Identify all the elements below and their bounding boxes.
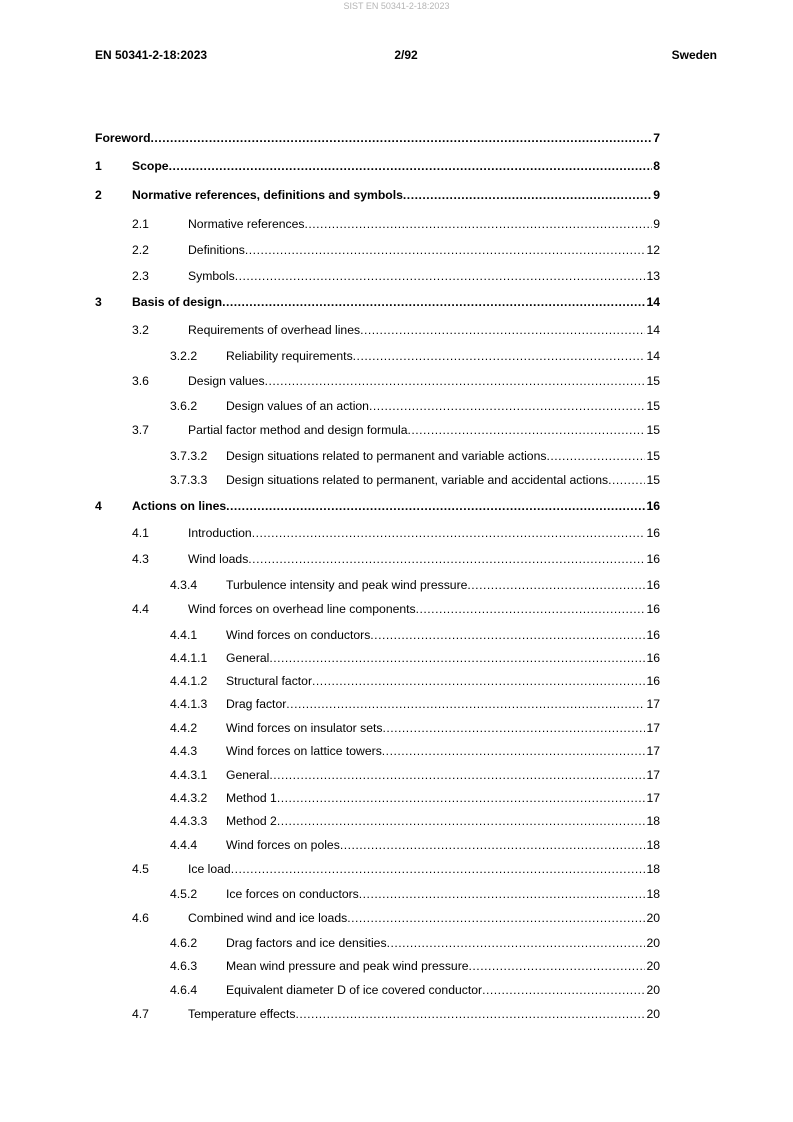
toc-dot-leader	[235, 268, 646, 284]
country-label: Sweden	[671, 48, 717, 62]
toc-entry-page: 18	[646, 838, 660, 852]
document-id: EN 50341-2-18:2023	[95, 48, 208, 62]
toc-entry-number: 3	[95, 295, 102, 309]
toc-entry[interactable]	[95, 187, 660, 203]
toc-entry-page: 12	[646, 243, 660, 257]
toc-dot-leader	[369, 398, 645, 414]
toc-entry-page: 20	[646, 911, 660, 925]
toc-entry[interactable]	[95, 720, 660, 736]
toc-entry[interactable]	[95, 577, 660, 593]
toc-entry-title: Wind forces on poles	[226, 838, 340, 852]
toc-entry-page: 20	[646, 1007, 660, 1021]
toc-entry-page: 18	[646, 887, 660, 901]
toc-dot-leader	[403, 187, 652, 203]
toc-entry-page: 8	[653, 159, 660, 173]
toc-dot-leader	[226, 498, 645, 514]
toc-dot-leader	[382, 743, 646, 759]
toc-entry-title: Design values	[188, 374, 265, 388]
toc-entry-number: 4.5	[132, 862, 149, 876]
toc-entry-number: 4.1	[132, 526, 149, 540]
toc-dot-leader	[608, 472, 645, 488]
toc-dot-leader	[469, 958, 646, 974]
toc-entry-title: Temperature effects	[188, 1007, 296, 1021]
toc-entry-title: Reliability requirements	[226, 349, 353, 363]
toc-entry-number: 4.4.3.2	[170, 791, 208, 805]
toc-dot-leader	[359, 886, 646, 902]
toc-entry-title: Structural factor	[226, 674, 313, 688]
toc-entry-page: 16	[646, 499, 660, 513]
toc-entry[interactable]	[95, 861, 660, 877]
toc-entry-number: 4.3.4	[170, 578, 198, 592]
toc-entry-page: 17	[646, 791, 660, 805]
toc-dot-leader	[382, 720, 645, 736]
toc-dot-leader	[408, 422, 646, 438]
toc-dot-leader	[416, 601, 646, 617]
toc-entry-number: 1	[95, 159, 102, 173]
toc-entry-title: Design situations related to permanent, variable and accidental actions	[226, 473, 609, 487]
toc-entry-title: Symbols	[188, 269, 235, 283]
toc-entry[interactable]	[95, 958, 660, 974]
toc-entry-title: Design values of an action	[226, 399, 369, 413]
toc-entry-page: 9	[653, 217, 660, 231]
toc-entry-page: 14	[646, 295, 660, 309]
toc-entry-page: 18	[646, 862, 660, 876]
toc-entry-title: Wind forces on overhead line components	[188, 602, 416, 616]
toc-entry[interactable]	[95, 601, 660, 617]
toc-entry-number: 3.7	[132, 423, 149, 437]
toc-dot-leader	[245, 242, 646, 258]
toc-entry-title: Method 2	[226, 814, 277, 828]
toc-entry-page: 16	[646, 674, 660, 688]
toc-entry-title: Partial factor method and design formula	[188, 423, 408, 437]
toc-dot-leader	[169, 158, 653, 174]
toc-entry-page: 14	[646, 323, 660, 337]
toc-entry[interactable]	[95, 886, 660, 902]
toc-entry-number: 3.6	[132, 374, 149, 388]
toc-entry-title: General	[226, 651, 270, 665]
toc-entry-number: 4.4.3.3	[170, 814, 208, 828]
toc-entry[interactable]	[95, 322, 660, 338]
toc-entry-page: 20	[646, 936, 660, 950]
toc-entry-title: Design situations related to permanent and variable actions	[226, 449, 547, 463]
toc-entry-title: Requirements of overhead lines	[188, 323, 361, 337]
toc-entry-title: Ice load	[188, 862, 231, 876]
toc-entry-page: 17	[646, 697, 660, 711]
toc-dot-leader	[312, 673, 645, 689]
toc-entry-number: 4.4.3	[170, 744, 198, 758]
toc-entry-number: 4.6	[132, 911, 149, 925]
toc-entry-page: 13	[646, 269, 660, 283]
toc-entry-title: Mean wind pressure and peak wind pressure	[226, 959, 469, 973]
toc-entry-number: 4.4.3.1	[170, 768, 208, 782]
toc-entry-page: 17	[646, 768, 660, 782]
toc-entry[interactable]	[95, 767, 660, 783]
toc-entry-number: 2.2	[132, 243, 149, 257]
toc-entry[interactable]	[95, 294, 660, 310]
toc-entry-page: 17	[646, 744, 660, 758]
toc-entry-number: 4.3	[132, 552, 149, 566]
toc-entry-page: 15	[646, 473, 660, 487]
page-number: 2/92	[394, 48, 418, 62]
toc-entry[interactable]	[95, 373, 660, 389]
toc-entry[interactable]	[95, 448, 660, 464]
toc-entry[interactable]	[95, 837, 660, 853]
toc-entry-number: 4.6.2	[170, 936, 198, 950]
toc-entry[interactable]	[95, 130, 660, 146]
toc-entry-number: 4.4.1	[170, 628, 198, 642]
toc-entry[interactable]	[95, 650, 660, 666]
toc-dot-leader	[546, 448, 645, 464]
toc-entry-title: Definitions	[188, 243, 245, 257]
toc-entry-page: 15	[646, 374, 660, 388]
toc-entry-title: Basis of design	[132, 295, 223, 309]
toc-dot-leader	[305, 216, 653, 232]
toc-entry-title: Wind forces on lattice towers	[226, 744, 382, 758]
toc-entry[interactable]	[95, 935, 660, 951]
toc-dot-leader	[277, 790, 646, 806]
toc-entry-number: 4.4.4	[170, 838, 198, 852]
toc-entry-title: Introduction	[188, 526, 252, 540]
toc-entry-page: 9	[653, 188, 660, 202]
toc-entry[interactable]	[95, 673, 660, 689]
toc-entry-number: 4.6.4	[170, 983, 198, 997]
toc-entry[interactable]	[95, 268, 660, 284]
toc-entry-title: Turbulence intensity and peak wind pressure	[226, 578, 468, 592]
toc-entry-number: 4.4.1.1	[170, 651, 208, 665]
toc-dot-leader	[387, 935, 646, 951]
toc-entry[interactable]	[95, 242, 660, 258]
toc-dot-leader	[231, 861, 646, 877]
toc-entry-title: Method 1	[226, 791, 277, 805]
toc-entry-title: Normative references	[188, 217, 305, 231]
toc-entry-number: 4.4.1.3	[170, 697, 208, 711]
toc-entry[interactable]	[95, 696, 660, 712]
toc-entry-page: 14	[646, 349, 660, 363]
toc-entry-page: 20	[646, 959, 660, 973]
toc-entry[interactable]	[95, 551, 660, 567]
toc-entry-number: 4.4.2	[170, 721, 198, 735]
toc-entry-number: 4	[95, 499, 102, 513]
toc-dot-leader	[353, 348, 646, 364]
toc-dot-leader	[277, 813, 646, 829]
toc-entry[interactable]	[95, 813, 660, 829]
toc-entry-number: 2.3	[132, 269, 149, 283]
toc-entry-title: Normative references, definitions and symbols	[132, 188, 403, 202]
toc-entry-title: Wind forces on insulator sets	[226, 721, 383, 735]
toc-dot-leader	[482, 982, 645, 998]
toc-entry-number: 4.7	[132, 1007, 149, 1021]
toc-entry-title: Foreword	[95, 131, 151, 145]
toc-entry-number: 2	[95, 188, 102, 202]
toc-entry-number: 4.6.3	[170, 959, 198, 973]
toc-dot-leader	[248, 551, 645, 567]
toc-entry[interactable]	[95, 982, 660, 998]
toc-entry-page: 15	[646, 423, 660, 437]
toc-entry[interactable]	[95, 790, 660, 806]
toc-entry[interactable]	[95, 398, 660, 414]
toc-dot-leader	[269, 650, 645, 666]
toc-entry[interactable]	[95, 472, 660, 488]
toc-dot-leader	[360, 322, 645, 338]
toc-entry-title: Wind loads	[188, 552, 249, 566]
toc-entry-number: 4.4	[132, 602, 149, 616]
toc-entry-number: 3.6.2	[170, 399, 198, 413]
toc-entry[interactable]	[95, 743, 660, 759]
toc-dot-leader	[222, 294, 645, 310]
toc-entry-title: Wind forces on conductors	[226, 628, 371, 642]
toc-entry[interactable]	[95, 498, 660, 514]
toc-entry[interactable]	[95, 216, 660, 232]
toc-dot-leader	[467, 577, 645, 593]
toc-dot-leader	[347, 910, 645, 926]
toc-entry-title: Drag factors and ice densities	[226, 936, 387, 950]
toc-entry-page: 16	[646, 602, 660, 616]
toc-entry-number: 3.2.2	[170, 349, 198, 363]
toc-entry[interactable]	[95, 910, 660, 926]
toc-entry-page: 15	[646, 399, 660, 413]
toc-entry-number: 2.1	[132, 217, 149, 231]
toc-entry[interactable]	[95, 627, 660, 643]
toc-entry-page: 16	[646, 552, 660, 566]
toc-entry-page: 16	[646, 526, 660, 540]
toc-entry-title: Scope	[132, 159, 169, 173]
toc-entry-page: 18	[646, 814, 660, 828]
toc-entry[interactable]	[95, 1006, 660, 1022]
toc-dot-leader	[151, 130, 653, 146]
toc-entry-number: 3.7.3.2	[170, 449, 208, 463]
toc-dot-leader	[295, 1006, 645, 1022]
toc-entry-page: 7	[653, 131, 660, 145]
toc-entry-number: 4.4.1.2	[170, 674, 208, 688]
toc-entry[interactable]	[95, 158, 660, 174]
toc-entry-number: 3.2	[132, 323, 149, 337]
toc-dot-leader	[340, 837, 646, 853]
toc-entry-page: 17	[646, 721, 660, 735]
toc-entry-title: Equivalent diameter D of ice covered conductor	[226, 983, 483, 997]
toc-entry-title: General	[226, 768, 270, 782]
watermark: SIST EN 50341-2-18:2023	[343, 1, 450, 11]
toc-entry[interactable]	[95, 348, 660, 364]
toc-entry-page: 16	[646, 578, 660, 592]
toc-entry-page: 15	[646, 449, 660, 463]
toc-entry-page: 20	[646, 983, 660, 997]
toc-entry-page: 16	[646, 628, 660, 642]
toc-entry-title: Combined wind and ice loads	[188, 911, 348, 925]
toc-dot-leader	[370, 627, 645, 643]
toc-dot-leader	[269, 767, 645, 783]
toc-entry-title: Drag factor	[226, 697, 287, 711]
toc-dot-leader	[265, 373, 646, 389]
toc-entry[interactable]	[95, 525, 660, 541]
toc-entry-title: Actions on lines	[132, 499, 227, 513]
toc-entry[interactable]	[95, 422, 660, 438]
toc-dot-leader	[252, 525, 646, 541]
toc-dot-leader	[286, 696, 645, 712]
toc-entry-number: 3.7.3.3	[170, 473, 208, 487]
toc-entry-number: 4.5.2	[170, 887, 198, 901]
page-header	[95, 48, 717, 64]
toc-entry-title: Ice forces on conductors	[226, 887, 359, 901]
toc-entry-page: 16	[646, 651, 660, 665]
